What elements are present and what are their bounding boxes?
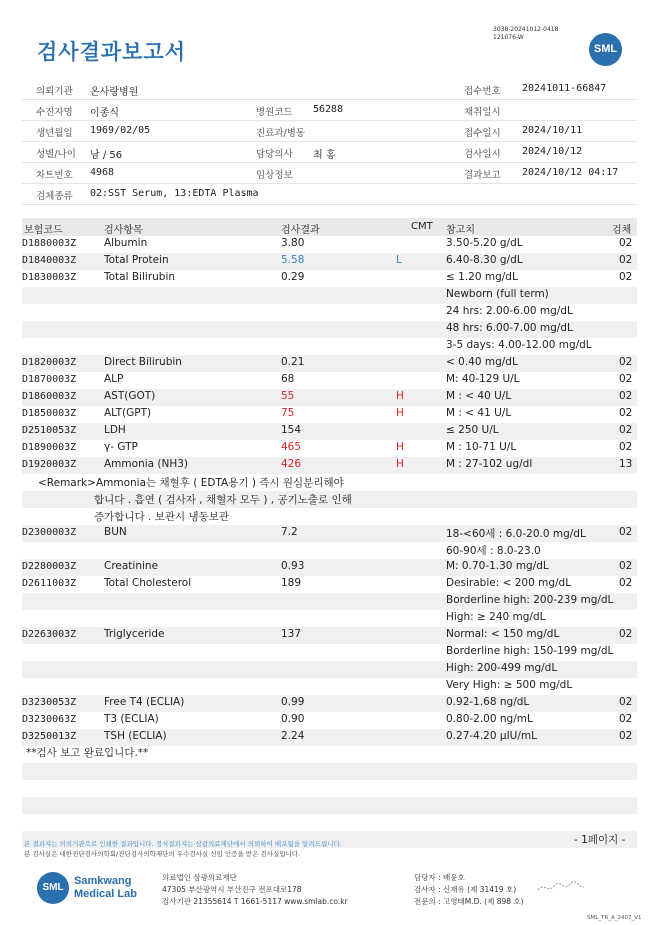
cell-reference: 0.80-2.00 ng/mL (446, 713, 533, 725)
cell-specimen: 02 (619, 424, 633, 436)
cell-result: 55 (281, 390, 295, 402)
cell-result: 137 (281, 628, 302, 640)
cell-name: BUN (104, 526, 127, 538)
cell-name: ALT(GPT) (104, 407, 152, 419)
chart-no-value: 4968 (90, 167, 115, 178)
cell-reference: 0.92-1.68 ng/dL (446, 696, 530, 708)
doctor-value: 최 홍 (313, 150, 336, 161)
cell-name: Triglyceride (104, 628, 165, 640)
cell-reference: M: 40-129 U/L (446, 373, 520, 385)
specimen-type-value: 02:SST Serum, 13:EDTA Plasma (90, 188, 259, 199)
hospital-code-label: 병원코드 (256, 107, 293, 118)
info-row (22, 163, 637, 184)
cell-name: Total Cholesterol (104, 577, 192, 589)
cell-reference: Very High: ≥ 500 mg/dL (446, 679, 573, 691)
table-row (22, 338, 637, 355)
col-result-header: 검사결과 (281, 225, 320, 236)
table-row (22, 270, 637, 287)
cell-result: 0.29 (281, 271, 305, 283)
page-number: - 1페이지 - (574, 834, 626, 846)
cell-name: Albumin (104, 237, 148, 249)
cell-specimen: 02 (619, 560, 633, 572)
form-id: SML_TR_A_2407_V1 (587, 915, 642, 921)
cell-code: D2280003Z (22, 561, 77, 572)
cell-result: 0.93 (281, 560, 305, 572)
footer-notes (24, 839, 342, 859)
cell-reference: 6.40-8.30 g/dL (446, 254, 523, 266)
col-ref-header: 참고치 (446, 225, 475, 236)
cell-result: 3.80 (281, 237, 305, 249)
cell-code: D2263003Z (22, 629, 77, 640)
info-row (22, 100, 637, 121)
receipt-date-value: 2024/10/11 (522, 125, 583, 136)
table-row (22, 389, 637, 406)
col-cmt-header: CMT (411, 221, 433, 232)
specimen-type-label: 검체종류 (36, 191, 73, 202)
cell-cmt: H (396, 458, 404, 470)
cell-result: 0.99 (281, 696, 305, 708)
cell-specimen: 02 (619, 237, 633, 249)
receipt-no-label: 접수번호 (464, 86, 501, 97)
cell-reference: M : < 40 U/L (446, 390, 512, 402)
report-date-label: 결과보고 (464, 170, 501, 181)
cell-result: 154 (281, 424, 302, 436)
cell-name: Total Bilirubin (104, 271, 176, 283)
cell-name: AST(GOT) (104, 390, 156, 402)
cell-code: D1870003Z (22, 374, 77, 385)
cell-name: Direct Bilirubin (104, 356, 182, 368)
cell-specimen: 02 (619, 441, 633, 453)
table-row (22, 542, 637, 559)
cell-name: TSH (ECLIA) (104, 730, 167, 742)
cell-result: 189 (281, 577, 302, 589)
table-row (22, 627, 637, 644)
brand-line2: Medical Lab (74, 888, 137, 900)
table-row (22, 355, 637, 372)
info-row (22, 121, 637, 142)
cell-name: LDH (104, 424, 126, 436)
table-row (22, 576, 637, 593)
cell-code: D1860003Z (22, 391, 77, 402)
cell-reference: ≤ 250 U/L (446, 424, 499, 436)
table-row (22, 304, 637, 321)
info-row (22, 184, 637, 205)
table-row (22, 797, 637, 814)
org-address: 47305 부산광역시 부산진구 전포대로178 (162, 885, 302, 894)
cell-code: D1850003Z (22, 408, 77, 419)
staff-list (414, 872, 524, 908)
cell-reference: M : < 41 U/L (446, 407, 512, 419)
cell-reference: < 0.40 mg/dL (446, 356, 518, 368)
cell-reference: M : 27-102 ug/dl (446, 458, 533, 470)
cell-code: D1830003Z (22, 272, 77, 283)
cell-cmt: H (396, 390, 404, 402)
table-row (22, 372, 637, 389)
cell-reference: 3-5 days: 4.00-12.00 mg/dL (446, 339, 592, 351)
cell-reference: Normal: < 150 mg/dL (446, 628, 560, 640)
cell-specimen: 02 (619, 696, 633, 708)
cell-reference: Newborn (full term) (446, 288, 549, 300)
cell-specimen: 02 (619, 356, 633, 368)
hospital-code-value: 56288 (313, 104, 344, 115)
cell-name: ALP (104, 373, 124, 385)
table-row (22, 678, 637, 695)
cell-result: 0.21 (281, 356, 305, 368)
col-code-header: 보험코드 (24, 225, 63, 236)
test-date-value: 2024/10/12 (522, 146, 583, 157)
test-date-label: 검사일시 (464, 149, 501, 160)
cell-name: γ- GTP (104, 441, 138, 453)
cell-result: 426 (281, 458, 302, 470)
sex-age-value: 남 / 56 (90, 150, 123, 161)
table-row (22, 423, 637, 440)
cell-result: 5.58 (281, 254, 305, 266)
col-name-header: 검사항목 (104, 225, 143, 236)
sml-footer-logo-icon: SML (37, 872, 69, 904)
cell-name: Free T4 (ECLIA) (104, 696, 185, 708)
document-id-line2: 121076-W (493, 34, 524, 41)
table-row (22, 440, 637, 457)
cell-reference: 48 hrs: 6.00-7.00 mg/dL (446, 322, 573, 334)
cell-specimen: 13 (619, 458, 633, 470)
cell-specimen: 02 (619, 577, 633, 589)
cell-reference: M : 10-71 U/L (446, 441, 517, 453)
table-row (22, 695, 637, 712)
cell-code: D2300003Z (22, 527, 77, 538)
cell-code: D1890003Z (22, 442, 77, 453)
table-row (22, 661, 637, 678)
cell-reference: 0.27-4.20 μIU/mL (446, 730, 537, 742)
footer-note-2: 본 검사실은 대한진단검사의학회/진단검사의학재단의 우수검사실 신임 인증을 받은 검사실입니다. (24, 850, 301, 858)
table-row (22, 559, 637, 576)
remark-line3: 증가합니다 . 보관시 냉동보관 (94, 511, 230, 523)
cell-specimen: 02 (619, 254, 633, 266)
results-table-header (22, 218, 637, 236)
staff-manager: 담당자 : 배윤호 (414, 873, 465, 882)
document-id-line1: 3038-20241012-0418 (493, 26, 559, 33)
table-row (22, 287, 637, 304)
table-row (22, 610, 637, 627)
brand-name (74, 875, 137, 901)
cell-specimen: 02 (619, 713, 633, 725)
cell-specimen: 02 (619, 526, 633, 538)
info-row (22, 142, 637, 163)
cell-specimen: 02 (619, 407, 633, 419)
patient-label: 수진자명 (36, 107, 73, 118)
chart-no-label: 차트번호 (36, 170, 73, 181)
cell-specimen: 02 (619, 390, 633, 402)
cell-reference: 24 hrs: 2.00-6.00 mg/dL (446, 305, 573, 317)
cell-result: 68 (281, 373, 295, 385)
collect-date-label: 채취일시 (464, 107, 501, 118)
remark-label: <Remark> (38, 477, 96, 489)
cell-code: D1880003Z (22, 238, 77, 249)
cell-code: D2611003Z (22, 578, 77, 589)
cell-name: Creatinine (104, 560, 159, 572)
cell-specimen: 02 (619, 628, 633, 640)
sml-logo-icon: SML (589, 33, 622, 66)
receipt-no-value: 20241011-66847 (522, 83, 607, 94)
staff-specialist: 전문의 : 고영태M.D. (제 898 호) (414, 897, 524, 906)
cell-reference: Borderline high: 200-239 mg/dL (446, 594, 614, 606)
patient-value: 이종식 (90, 108, 119, 119)
table-row (22, 321, 637, 338)
table-row (22, 593, 637, 610)
cell-code: D1920003Z (22, 459, 77, 470)
signature-icon (536, 878, 586, 896)
remark-text-1: Ammonia는 채혈후 ( EDTA용기 ) 즉시 원심분리해야 (95, 477, 344, 489)
institution-value: 온사랑병원 (90, 87, 139, 98)
cell-cmt: L (396, 254, 402, 266)
remark-line1 (38, 475, 344, 490)
table-row (22, 763, 637, 780)
info-row (22, 79, 637, 100)
table-row (22, 712, 637, 729)
org-contact: 검사기관 21355614 T 1661-5117 www.smlab.co.kr (162, 897, 348, 906)
birth-label: 생년월일 (36, 128, 73, 139)
organization-address (162, 872, 348, 908)
cell-reference: High: 200-499 mg/dL (446, 662, 558, 674)
footer-note-1: 본 결과지는 의뢰기관으로 인쇄한 결과입니다. 정식결과지는 삼광의료재단에서 의뢰하여 배포됨을 알려드립니다. (24, 840, 342, 848)
document-id (493, 26, 558, 42)
clinical-info-label: 임상정보 (256, 170, 293, 181)
table-row (22, 406, 637, 423)
table-row (22, 253, 637, 270)
cell-result: 7.2 (281, 526, 298, 538)
table-row (22, 814, 637, 831)
cell-reference: High: ≥ 240 mg/dL (446, 611, 546, 623)
cell-code: D3230063Z (22, 714, 77, 725)
report-complete-text: **검사 보고 완료입니다.** (26, 747, 149, 759)
cell-result: 75 (281, 407, 295, 419)
cell-reference: 18-<60세 : 6.0-20.0 mg/dL (446, 528, 586, 540)
cell-code: D3250013Z (22, 731, 77, 742)
cell-result: 465 (281, 441, 302, 453)
remark-line2: 합니다 . 흡연 ( 검사자 , 채혈자 모두 ) , 공기노출로 인해 (94, 494, 352, 506)
cell-reference: Desirable: < 200 mg/dL (446, 577, 572, 589)
table-row (22, 729, 637, 746)
cell-code: D3230053Z (22, 697, 77, 708)
staff-examiner: 검사자 : 신재유 (제 31419 호) (414, 885, 517, 894)
cell-specimen: 02 (619, 373, 633, 385)
cell-reference: 60-90세 : 8.0-23.0 (446, 545, 541, 557)
receipt-date-label: 접수일시 (464, 128, 501, 139)
cell-code: D1840003Z (22, 255, 77, 266)
org-name: 의료법인 삼광의료재단 (162, 873, 237, 882)
cell-specimen: 02 (619, 271, 633, 283)
cell-reference: Borderline high: 150-199 mg/dL (446, 645, 614, 657)
cell-reference: M: 0.70-1.30 mg/dL (446, 560, 549, 572)
cell-specimen: 02 (619, 730, 633, 742)
birth-value: 1969/02/05 (90, 125, 151, 136)
table-row (22, 644, 637, 661)
dept-label: 진료과/병동 (256, 128, 306, 139)
table-row (22, 236, 637, 253)
cell-code: D1820003Z (22, 357, 77, 368)
cell-result: 2.24 (281, 730, 305, 742)
table-row (22, 457, 637, 474)
cell-reference: ≤ 1.20 mg/dL (446, 271, 518, 283)
page-title: 검사결과보고서 (37, 40, 187, 64)
institution-label: 의뢰기관 (36, 86, 73, 97)
report-date-value: 2024/10/12 04:17 (522, 167, 619, 178)
table-row (22, 525, 637, 542)
cell-name: T3 (ECLIA) (104, 713, 159, 725)
cell-cmt: H (396, 407, 404, 419)
cell-cmt: H (396, 441, 404, 453)
cell-result: 0.90 (281, 713, 305, 725)
cell-reference: 3.50-5.20 g/dL (446, 237, 523, 249)
col-spec-header: 검체 (612, 225, 632, 236)
brand-line1: Samkwang (74, 875, 132, 887)
sex-age-label: 성별/나이 (36, 149, 76, 160)
cell-name: Total Protein (104, 254, 169, 266)
cell-name: Ammonia (NH3) (104, 458, 189, 470)
cell-code: D2510053Z (22, 425, 77, 436)
doctor-label: 담당의사 (256, 149, 293, 160)
table-row (22, 780, 637, 797)
